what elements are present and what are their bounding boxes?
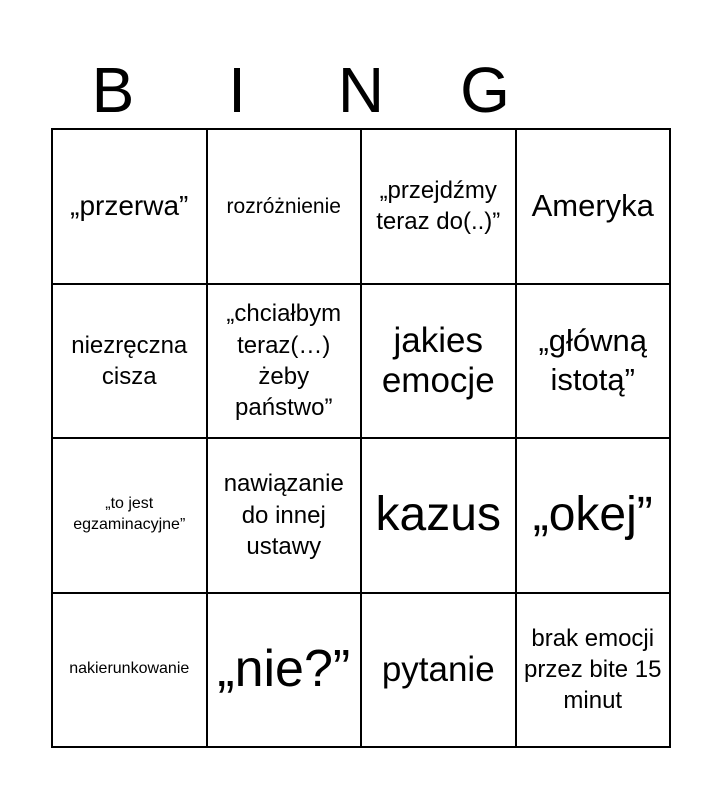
bingo-cell-r1c2[interactable]: rozróżnienie bbox=[208, 130, 363, 285]
bingo-cell-r3c4[interactable]: „okej” bbox=[517, 439, 672, 594]
bingo-cell-r1c3[interactable]: „przejdźmy teraz do(..)” bbox=[362, 130, 517, 285]
bingo-cell-r2c3[interactable]: jakies emocje bbox=[362, 285, 517, 440]
bingo-cell-r4c2[interactable]: „nie?” bbox=[208, 594, 363, 749]
bingo-cell-r3c1[interactable]: „to jest egzaminacyjne” bbox=[53, 439, 208, 594]
bingo-cell-r1c4[interactable]: Ameryka bbox=[517, 130, 672, 285]
bingo-cell-r1c1[interactable]: „przerwa” bbox=[53, 130, 208, 285]
bingo-cell-r2c4[interactable]: „główną istotą” bbox=[517, 285, 672, 440]
bingo-cell-r4c4[interactable]: brak emocji przez bite 15 minut bbox=[517, 594, 672, 749]
header-letter-b: B bbox=[91, 54, 135, 126]
bingo-cell-r3c3[interactable]: kazus bbox=[362, 439, 517, 594]
header-letter-i: I bbox=[228, 54, 246, 126]
bingo-cell-r4c3[interactable]: pytanie bbox=[362, 594, 517, 749]
header-letter-n: N bbox=[337, 54, 385, 126]
bingo-cell-r2c1[interactable]: niezręczna cisza bbox=[53, 285, 208, 440]
bingo-cell-r4c1[interactable]: nakierunkowanie bbox=[53, 594, 208, 749]
header-letter-g: G bbox=[460, 54, 510, 126]
bingo-header bbox=[51, 52, 671, 128]
bingo-cell-r2c2[interactable]: „chciałbym teraz(…) żeby państwo” bbox=[208, 285, 363, 440]
bingo-cell-r3c2[interactable]: nawiązanie do innej ustawy bbox=[208, 439, 363, 594]
bingo-grid bbox=[51, 128, 671, 748]
